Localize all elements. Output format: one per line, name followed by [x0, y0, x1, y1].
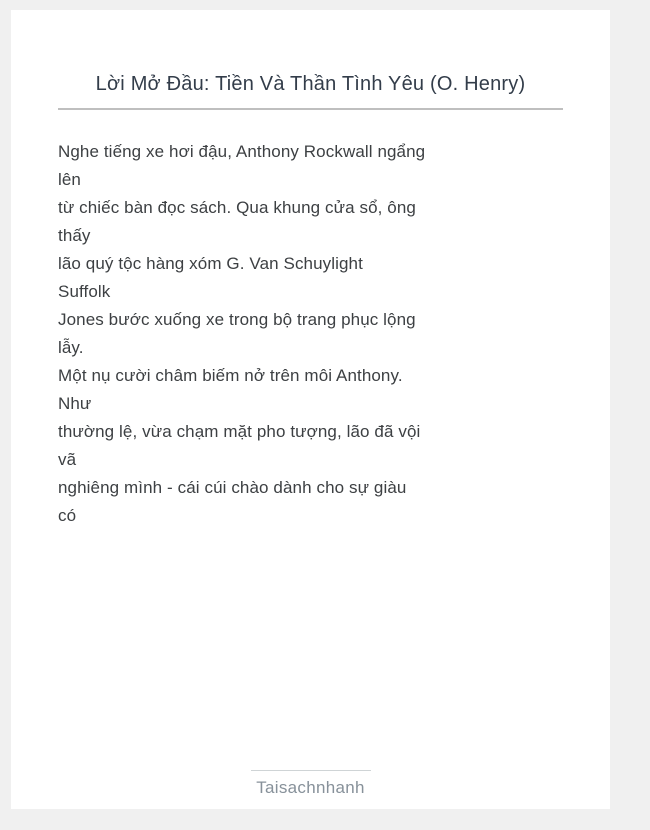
text-line: Như	[58, 394, 92, 413]
text-line: thường lệ, vừa chạm mặt pho tượng, lão đã vội	[58, 422, 421, 441]
title-divider	[58, 108, 563, 110]
text-line: nghiêng mình - cái cúi chào dành cho sự giàu	[58, 478, 407, 497]
text-line: có	[58, 506, 77, 525]
book-page	[11, 10, 610, 809]
text-line: từ chiếc bàn đọc sách. Qua khung cửa sổ, ông	[58, 198, 416, 217]
footer-divider	[251, 770, 371, 771]
text-line: lẫy.	[58, 338, 84, 357]
text-line: Một nụ cười châm biếm nở trên môi Anthony.	[58, 366, 403, 385]
text-line: lên	[58, 170, 81, 189]
text-line: thấy	[58, 226, 91, 245]
text-line: Nghe tiếng xe hơi đậu, Anthony Rockwall ngẩng	[58, 142, 426, 161]
text-line: vã	[58, 450, 77, 469]
text-line: lão quý tộc hàng xóm G. Van Schuylight	[58, 254, 363, 273]
text-line: Suffolk	[58, 282, 111, 301]
chapter-title: Lời Mở Đầu: Tiền Và Thần Tình Yêu (O. Henry)	[95, 73, 526, 95]
chapter-text	[58, 138, 563, 530]
text-line: Jones bước xuống xe trong bộ trang phục lộng	[58, 310, 416, 329]
page-footer	[11, 770, 610, 809]
site-brand: Taisachnhanh	[256, 778, 365, 797]
